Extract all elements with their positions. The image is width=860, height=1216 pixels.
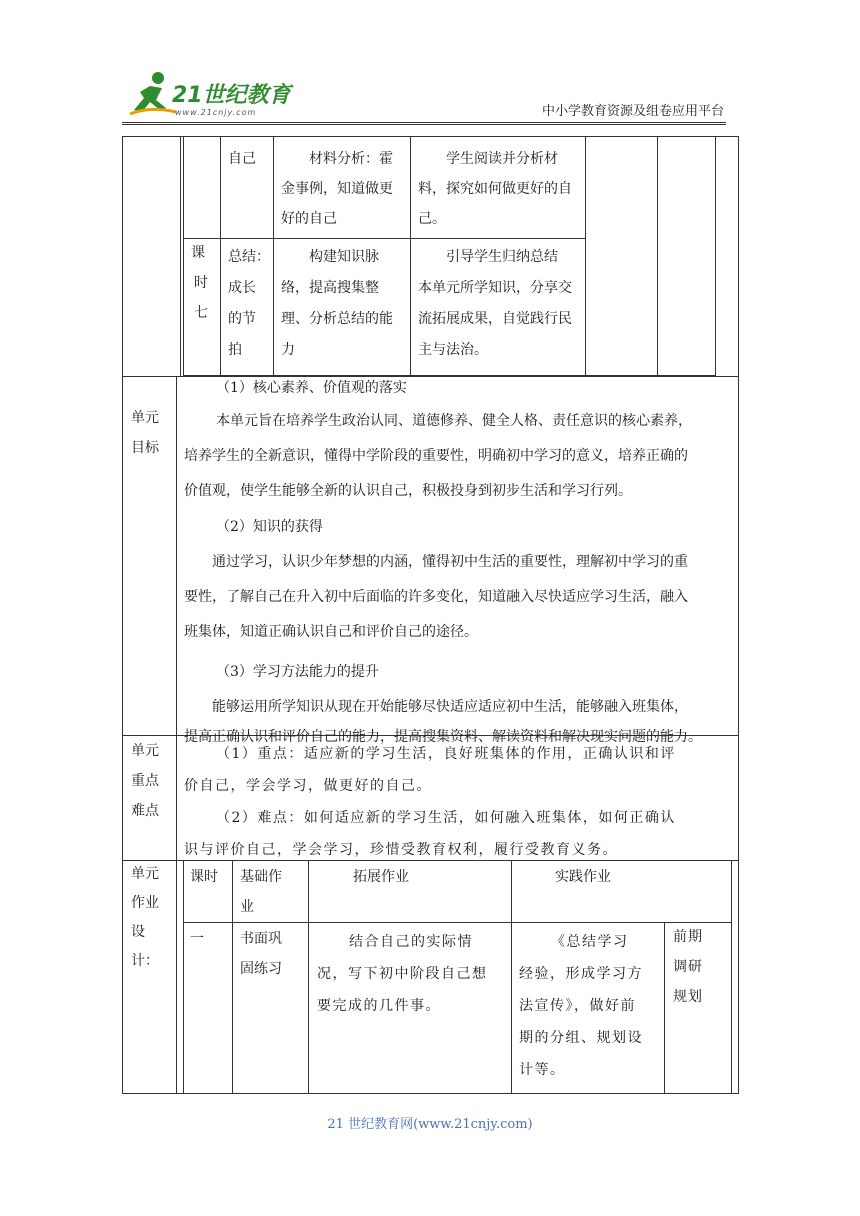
keypoints-content: （1）重点：适应新的学习生活，良好班集体的作用，正确认识和评 价自己，学会学习，做更好的自己。 （2）难点：如何适应新的学习生活，如何融入班集体，如何正确认 识与评价自己，学会学习，珍惜受教育权利，履行受教育义务。 — [184, 746, 676, 858]
goals-heading-3: （3）学习方法能力的提升 — [216, 664, 379, 680]
homework-header-period: 课时 — [190, 869, 218, 885]
logo-text: 21世纪教育 — [172, 83, 291, 108]
footer-link[interactable]: 21 世纪教育网(www.21cnjy.com) — [327, 1117, 533, 1132]
homework-period: 一 — [190, 931, 204, 947]
logo-url: www.21cnjy.com — [175, 108, 257, 117]
homework-header-basic: 基础作 业 — [240, 869, 282, 915]
goals-paragraph-2: 通过学习，认识少年梦想的内涵，懂得初中生活的重要性，理解初中学习的重 要性，了解自己在升入初中后面临的许多变化，知道融入尽快适应学习生活，融入 班集体，知道正确认识自己和评价自己的途径。 — [184, 554, 688, 640]
goals-paragraph-3: 能够运用所学知识从现在开始能够尽快适应适应初中生活，能够融入班集体， 提高正确认识和评价自己的能力，提高搜集资料、解读资料和解决现实问题的能力。 — [184, 699, 702, 745]
homework-header-extended: 拓展作业 — [353, 869, 409, 885]
homework-extra: 前期 调研 规划 — [673, 929, 703, 1005]
goals-heading-2: （2）知识的获得 — [216, 519, 323, 535]
homework-header-practice: 实践作业 — [555, 869, 611, 885]
lesson-cell-material: 材料分析：霍 金事例，知道做更 好的自己 — [281, 151, 393, 227]
homework-label: 单元 作业 设 计： — [131, 866, 159, 969]
goals-label: 单元 目标 — [131, 410, 159, 456]
lesson-cell-activity: 学生阅读并分析材 料，探究如何做更好的自 己。 — [418, 151, 572, 227]
keypoints-label: 单元 重点 难点 — [131, 743, 159, 819]
lesson-cell-topic: 自己 — [228, 151, 256, 167]
goals-content — [184, 372, 738, 752]
runner-logo-icon — [120, 66, 180, 122]
lesson-cell-topic: 总结： 成长 的节 拍 — [228, 249, 270, 358]
goals-heading-1: （1）核心素养、价值观的落实 — [216, 380, 407, 396]
homework-extended: 结合自己的实际情 况，写下初中阶段自己想 要完成的几件事。 — [317, 934, 488, 1014]
homework-practice: 《总结学习 经验，形成学习方 法宣传》，做好前 期的分组、规划设 计等。 — [519, 934, 643, 1078]
goals-paragraph-1: 本单元旨在培养学生政治认同、道德修养、健全人格、责任意识的核心素养， 培养学生的全新意识，懂得中学阶段的重要性，明确初中学习的意义，培养正确的 价值观，使学生能够全新的认识自己，积极投身到初步生活和学习行列。 — [184, 413, 692, 499]
lesson-period-label: 课 时 七 — [191, 245, 208, 321]
lesson-cell-material: 构建知识脉 络，提高搜集整 理、分析总结的能 力 — [281, 249, 393, 358]
header-rule — [122, 122, 726, 123]
platform-name: 中小学教育资源及组卷应用平台 — [541, 104, 724, 119]
lesson-cell-activity: 引导学生归纳总结 本单元所学知识，分享交 流拓展成果，自觉践行民 主与法治。 — [418, 249, 572, 358]
header-rule-2 — [122, 124, 726, 125]
homework-basic: 书面巩 固练习 — [240, 931, 282, 977]
